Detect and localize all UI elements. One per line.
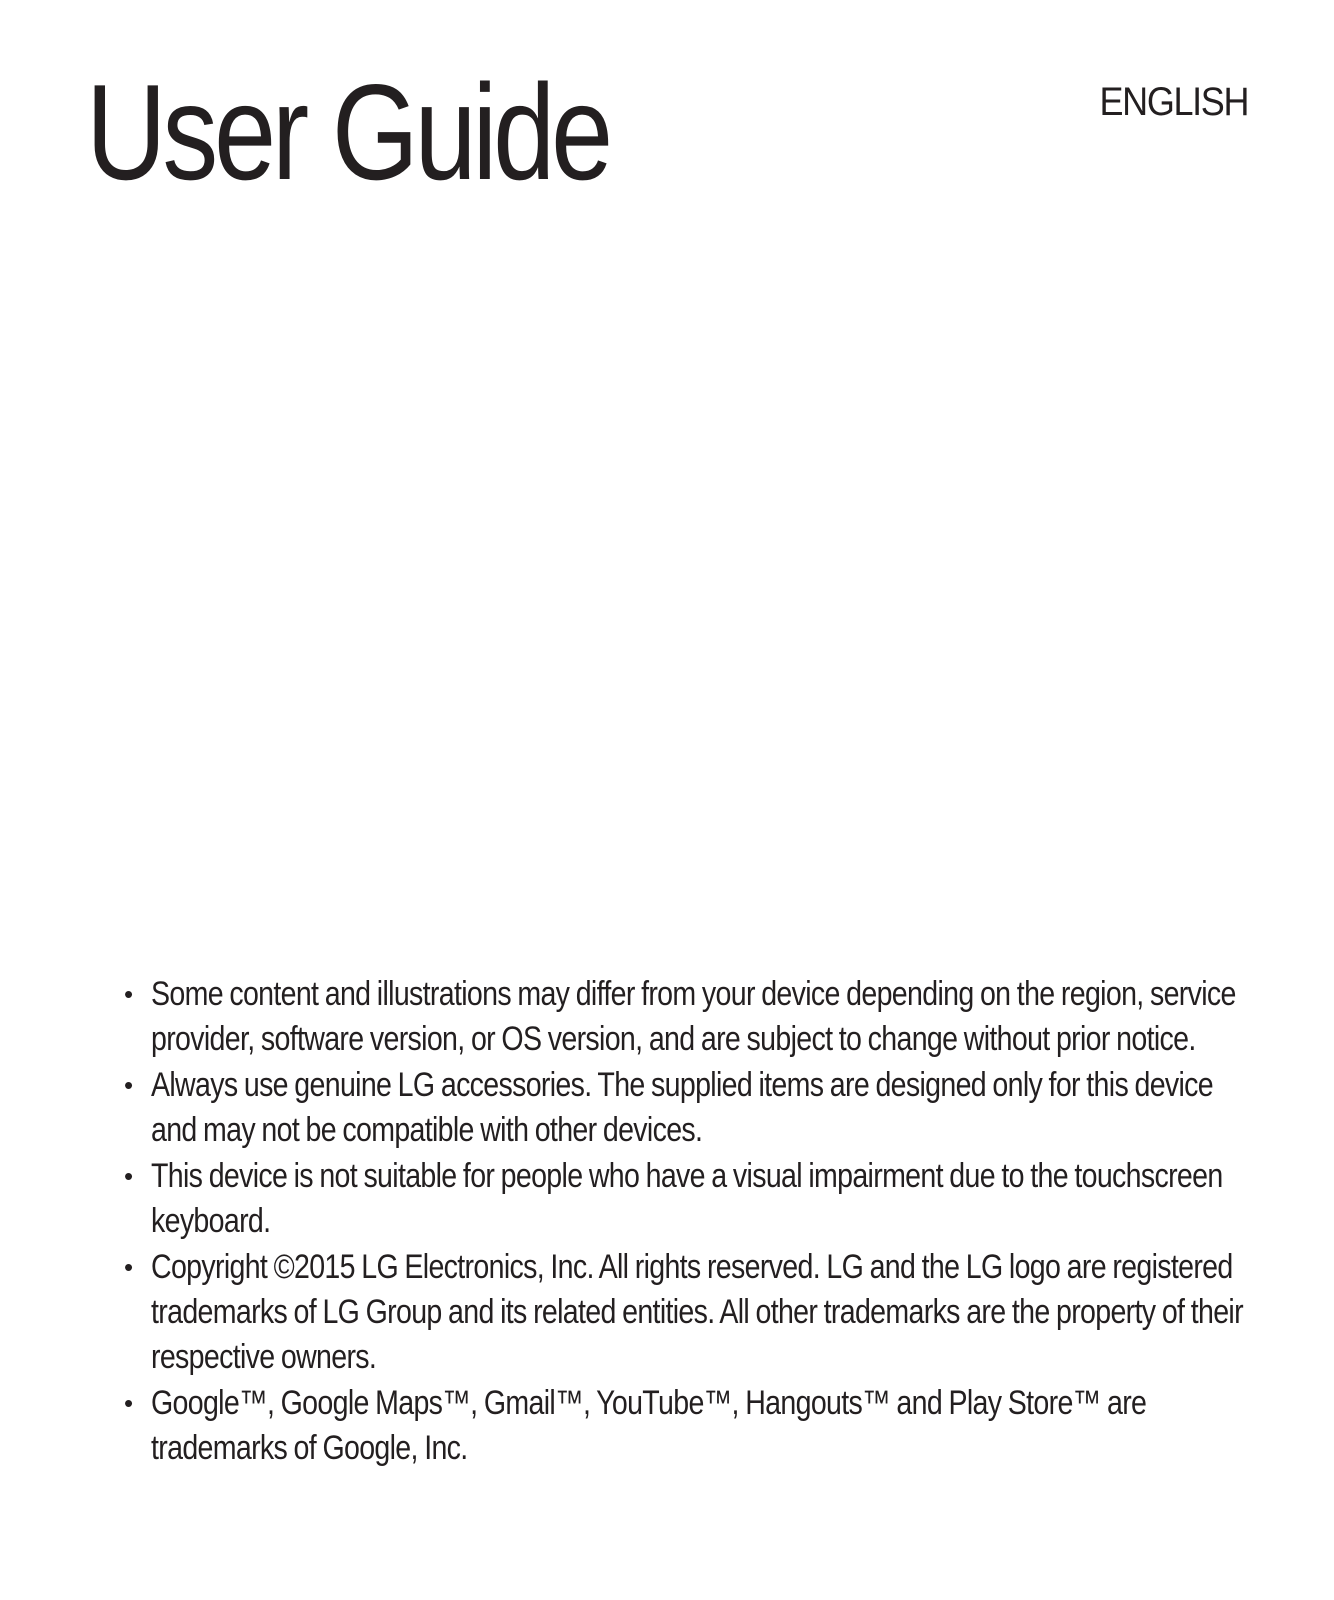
list-item — [124, 1154, 1223, 1244]
bullet-icon: • — [124, 1070, 133, 1100]
bullet-icon: • — [124, 1161, 133, 1191]
list-item — [124, 1245, 1243, 1380]
bullet-icon: • — [124, 1388, 133, 1418]
notice-text: Always use genuine LG accessories. The supplied items are designed only for this device and may not be compatible with other devices. — [151, 1066, 1214, 1149]
notice-text: Google™, Google Maps™, Gmail™, YouTube™, Hangouts™ and Play Store™ are trademarks of Google, Inc. — [151, 1384, 1147, 1467]
bullet-icon: • — [124, 1252, 133, 1282]
notice-list — [124, 972, 1243, 1472]
notice-text: Copyright ©2015 LG Electronics, Inc. All rights reserved. LG and the LG logo are registered trademarks of LG Group and its related entities. All other trademarks are the property of their respective owners. — [151, 1248, 1243, 1376]
list-item — [124, 1063, 1214, 1153]
list-item — [124, 1381, 1214, 1471]
notice-text: Some content and illustrations may differ from your device depending on the region, service provider, software version, or OS version, and are subject to change without prior notice. — [151, 975, 1236, 1058]
notice-text: This device is not suitable for people who have a visual impairment due to the touchscreen keyboard. — [151, 1157, 1223, 1240]
page-title: User Guide — [86, 56, 610, 208]
language-label: ENGLISH — [1099, 80, 1248, 124]
list-item — [124, 972, 1236, 1062]
bullet-icon: • — [124, 979, 133, 1009]
